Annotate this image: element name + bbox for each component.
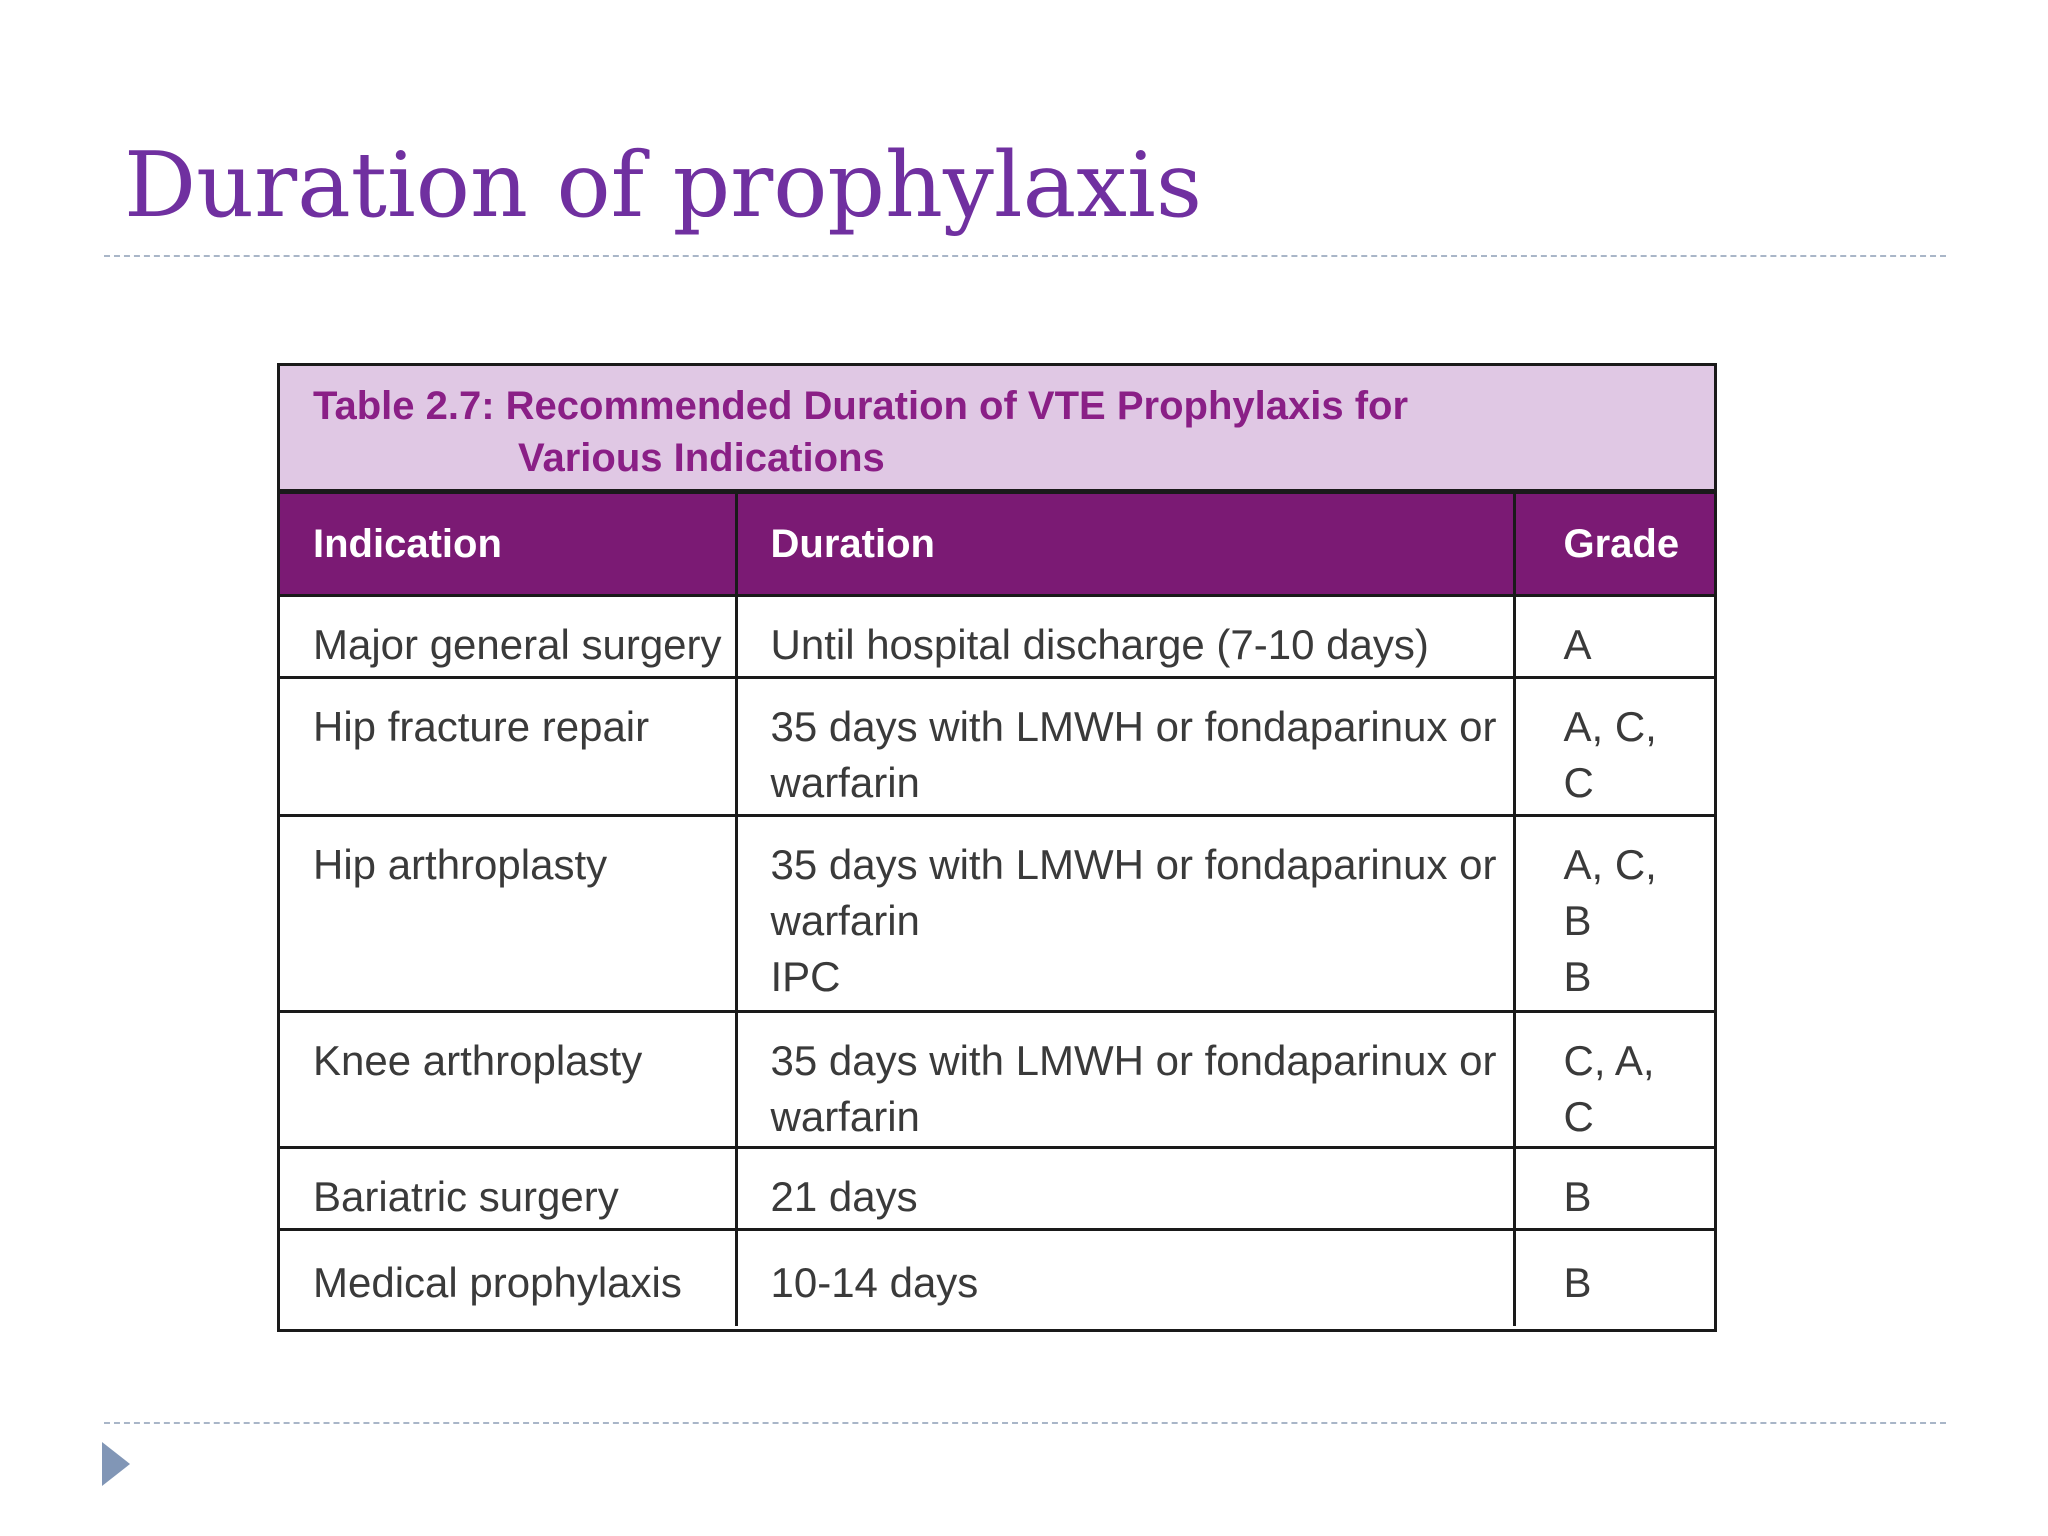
indication-cell: Knee arthroplasty [280,1012,736,1148]
duration-line: warfarin [770,1093,920,1140]
grade-line: C [1563,1093,1594,1140]
header-indication: Indication [280,494,736,596]
indication-cell: Major general surgery [280,596,736,678]
table-row [280,816,1714,1012]
duration-cell [736,816,1514,1012]
header-grade: Grade [1514,494,1714,596]
grade-line: B [1563,897,1592,944]
table-row [280,1148,1714,1230]
title-divider [104,255,1946,257]
table-row [280,596,1714,678]
grade-line: C [1563,759,1594,806]
duration-line: warfarin [770,759,920,806]
grade-cell [1514,1148,1714,1230]
grade-cell [1514,1012,1714,1148]
footer-divider [104,1422,1946,1424]
grade-line: B [1563,1259,1592,1306]
duration-cell [736,1012,1514,1148]
grade-cell [1514,816,1714,1012]
header-duration: Duration [736,494,1514,596]
prophylaxis-table [277,363,1717,1332]
indication-cell: Hip fracture repair [280,678,736,816]
grade-line: A, C, [1563,703,1657,750]
table-row [280,678,1714,816]
indication-cell: Bariatric surgery [280,1148,736,1230]
triangle-bullet-icon [102,1442,130,1486]
table-caption [280,366,1714,494]
duration-line: 35 days with LMWH or fondaparinux or [770,1037,1497,1084]
table-body [280,494,1714,1326]
grade-line: C, A, [1563,1037,1655,1084]
table-row [280,1230,1714,1326]
indication-cell: Hip arthroplasty [280,816,736,1012]
duration-line: 35 days with LMWH or fondaparinux or [770,703,1497,750]
duration-line: 10-14 days [770,1259,979,1306]
duration-line: IPC [770,953,841,1000]
grade-line: B [1563,953,1592,1000]
grade-line: A [1563,621,1592,668]
caption-line-2: Various Indications [518,436,885,480]
duration-cell [736,678,1514,816]
slide-title: Duration of prophylaxis [124,133,1203,238]
grade-cell [1514,596,1714,678]
duration-line: warfarin [770,897,920,944]
duration-line: Until hospital discharge (7-10 days) [770,621,1429,668]
grade-cell [1514,678,1714,816]
caption-line-1: Table 2.7: Recommended Duration of VTE Prophylaxis for [313,384,1409,428]
duration-cell [736,1230,1514,1326]
duration-line: 35 days with LMWH or fondaparinux or [770,841,1497,888]
table-header-row [280,494,1714,596]
indication-cell: Medical prophylaxis [280,1230,736,1326]
table-row [280,1012,1714,1148]
duration-cell [736,596,1514,678]
duration-line: 21 days [770,1173,918,1220]
grade-line: B [1563,1173,1592,1220]
grade-line: A, C, [1563,841,1657,888]
duration-cell [736,1148,1514,1230]
grade-cell [1514,1230,1714,1326]
